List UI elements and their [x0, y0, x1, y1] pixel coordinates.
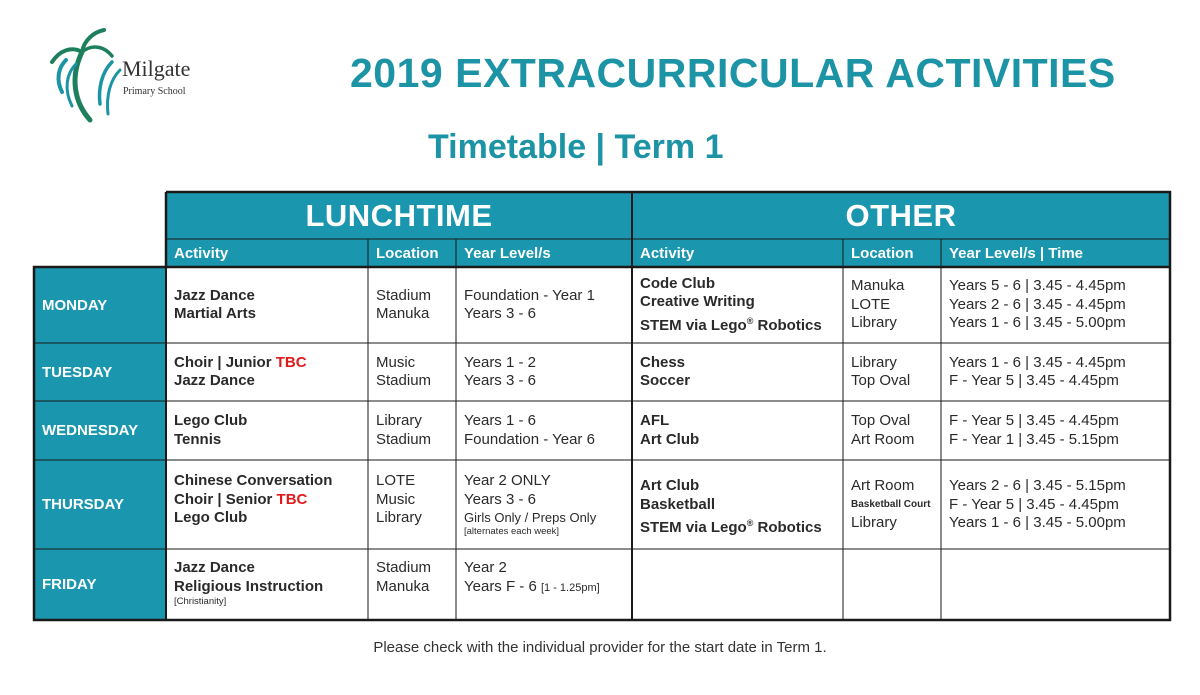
friday-lunch-locations: [368, 549, 456, 620]
activity-name-part: STEM via Lego: [640, 316, 747, 334]
activity-name-part: Robotics: [757, 316, 822, 334]
location-name: Top Oval: [851, 412, 911, 429]
location-name: Library: [376, 509, 422, 526]
year-time: F - Year 5 | 3.45 - 4.45pm: [949, 412, 1119, 429]
activity-name: AFL: [640, 412, 670, 429]
activity-name: Jazz Dance: [174, 372, 255, 389]
activity-name: Art Club: [640, 477, 700, 494]
section-lunchtime: LUNCHTIME: [166, 192, 632, 239]
location-name: Music: [376, 490, 416, 508]
tbc-badge: TBC: [276, 490, 308, 508]
location-name: Art Room: [851, 477, 915, 494]
location-name: Top Oval: [851, 372, 911, 389]
year-time: Years 1 - 6 | 3.45 - 5.00pm: [949, 314, 1126, 332]
activity-name-part: STEM via Lego: [640, 519, 747, 536]
monday-other-locations: [843, 267, 941, 343]
header-activity-lunch: Activity: [166, 239, 368, 267]
friday-lunch-years: [456, 549, 632, 620]
tuesday-other-locations: [843, 343, 941, 401]
day-friday: FRIDAY: [34, 549, 166, 620]
year-time: Years 2 - 6 | 3.45 - 4.45pm: [949, 295, 1126, 313]
tuesday-lunch-activities: [166, 343, 368, 401]
friday-other-times: [941, 549, 1170, 620]
location-name: Basketball Court: [851, 498, 931, 510]
section-other: OTHER: [632, 192, 1170, 239]
wednesday-other-times: [941, 401, 1170, 460]
logo-subtitle: Primary School: [123, 86, 186, 97]
location-name: Manuka: [851, 277, 905, 295]
activity-name: Art Club: [640, 430, 700, 448]
thursday-lunch-locations: [368, 460, 456, 549]
tuesday-other-times: [941, 343, 1170, 401]
day-tuesday: TUESDAY: [34, 343, 166, 401]
day-thursday: THURSDAY: [34, 460, 166, 549]
activity-name: [640, 514, 843, 538]
location-name: LOTE: [851, 295, 891, 313]
location-name: Art Room: [851, 430, 915, 448]
header-location-other: Location: [843, 239, 941, 267]
activity-name: Basketball: [640, 495, 716, 513]
activity-name: Tennis: [174, 430, 222, 448]
year-time: F - Year 5 | 3.45 - 4.45pm: [949, 372, 1119, 389]
year-level: Years 3 - 6: [464, 490, 536, 508]
activity-name: Jazz Dance: [174, 559, 255, 576]
header-year-lunch: Year Level/s: [456, 239, 632, 267]
year-level-note: [alternates each week]: [464, 526, 560, 537]
friday-lunch-activities: [166, 549, 368, 620]
year-time: F - Year 5 | 3.45 - 4.45pm: [949, 495, 1119, 513]
activity-name: Jazz Dance: [174, 286, 255, 304]
friday-other-locations: [843, 549, 941, 620]
location-name: Library: [851, 353, 897, 371]
friday-other-activities: [632, 549, 843, 620]
year-time: Years 5 - 6 | 3.45 - 4.45pm: [949, 277, 1126, 295]
tuesday-other-activities: [632, 343, 843, 401]
monday-other-times: [941, 267, 1170, 343]
activity-name: Martial Arts: [174, 305, 256, 322]
page-subtitle: Timetable | Term 1: [428, 128, 724, 166]
year-level: Years 1 - 2: [464, 353, 536, 371]
registered-mark: ®: [746, 518, 754, 528]
year-level: Years F - 6: [464, 577, 537, 595]
wednesday-other-activities: [632, 401, 843, 460]
wednesday-lunch-activities: [166, 401, 368, 460]
year-time: Years 1 - 6 | 3.45 - 4.45pm: [949, 353, 1126, 371]
monday-lunch-activities: [166, 267, 368, 343]
thursday-other-activities: [632, 460, 843, 549]
year-level: Year 2 ONLY: [464, 472, 551, 489]
location-name: LOTE: [376, 472, 416, 489]
year-level: Years 3 - 6: [464, 305, 536, 322]
year-time: Years 2 - 6 | 3.45 - 5.15pm: [949, 477, 1126, 494]
location-name: Stadium: [376, 372, 432, 389]
year-level: Foundation - Year 6: [464, 430, 595, 448]
monday-lunch-locations: [368, 267, 456, 343]
tbc-badge: TBC: [275, 353, 307, 371]
year-level: Years 3 - 6: [464, 372, 536, 389]
wednesday-other-locations: [843, 401, 941, 460]
footer-note: Please check with the individual provider for the start date in Term 1.: [373, 639, 827, 656]
activity-name: Choir | Senior: [174, 490, 273, 508]
tuesday-lunch-locations: [368, 343, 456, 401]
thursday-other-times: [941, 460, 1170, 549]
location-name: Stadium: [376, 430, 432, 448]
year-time: F - Year 1 | 3.45 - 5.15pm: [949, 430, 1119, 448]
monday-other-activities: [632, 267, 843, 343]
activity-name-part: Robotics: [757, 519, 822, 536]
wednesday-lunch-years: [456, 401, 632, 460]
day-monday: MONDAY: [34, 267, 166, 343]
activity-name: Choir | Junior: [174, 353, 272, 371]
activity-name: [640, 312, 843, 336]
year-level: Foundation - Year 1: [464, 286, 595, 304]
location-name: Music: [376, 353, 416, 371]
thursday-lunch-years: [456, 460, 632, 549]
thursday-lunch-activities: [166, 460, 368, 549]
activity-name: Religious Instruction: [174, 577, 324, 595]
location-name: Manuka: [376, 305, 430, 322]
location-name: Library: [376, 412, 422, 429]
year-time: Years 1 - 6 | 3.45 - 5.00pm: [949, 514, 1126, 531]
year-level: Year 2: [464, 559, 507, 576]
page-title: 2019 EXTRACURRICULAR ACTIVITIES: [350, 50, 1116, 96]
location-name: Manuka: [376, 577, 430, 595]
activity-name: Chinese Conversation: [174, 472, 333, 489]
activity-name: Chess: [640, 353, 686, 371]
activity-name: Lego Club: [174, 412, 248, 429]
monday-lunch-years: [456, 267, 632, 343]
year-level: Girls Only / Preps Only: [464, 510, 597, 525]
activity-name: Code Club: [640, 274, 715, 292]
tuesday-lunch-years: [456, 343, 632, 401]
logo-name: Milgate: [122, 56, 191, 81]
activity-name: Soccer: [640, 372, 691, 389]
year-level: Years 1 - 6: [464, 412, 536, 429]
time-note: [1 - 1.25pm]: [540, 581, 600, 594]
activity-note: [Christianity]: [174, 596, 227, 607]
registered-mark: ®: [746, 315, 754, 326]
thursday-other-locations: [843, 460, 941, 549]
location-name: Library: [851, 513, 897, 531]
header-location-lunch: Location: [368, 239, 456, 267]
activity-name: Lego Club: [174, 509, 248, 526]
day-wednesday: WEDNESDAY: [34, 401, 166, 460]
header-year-time-other: Year Level/s | Time: [941, 239, 1170, 267]
activity-name: Creative Writing: [640, 293, 755, 311]
location-name: Stadium: [376, 559, 432, 576]
location-name: Stadium: [376, 286, 432, 304]
location-name: Library: [851, 314, 897, 332]
wednesday-lunch-locations: [368, 401, 456, 460]
header-activity-other: Activity: [632, 239, 843, 267]
